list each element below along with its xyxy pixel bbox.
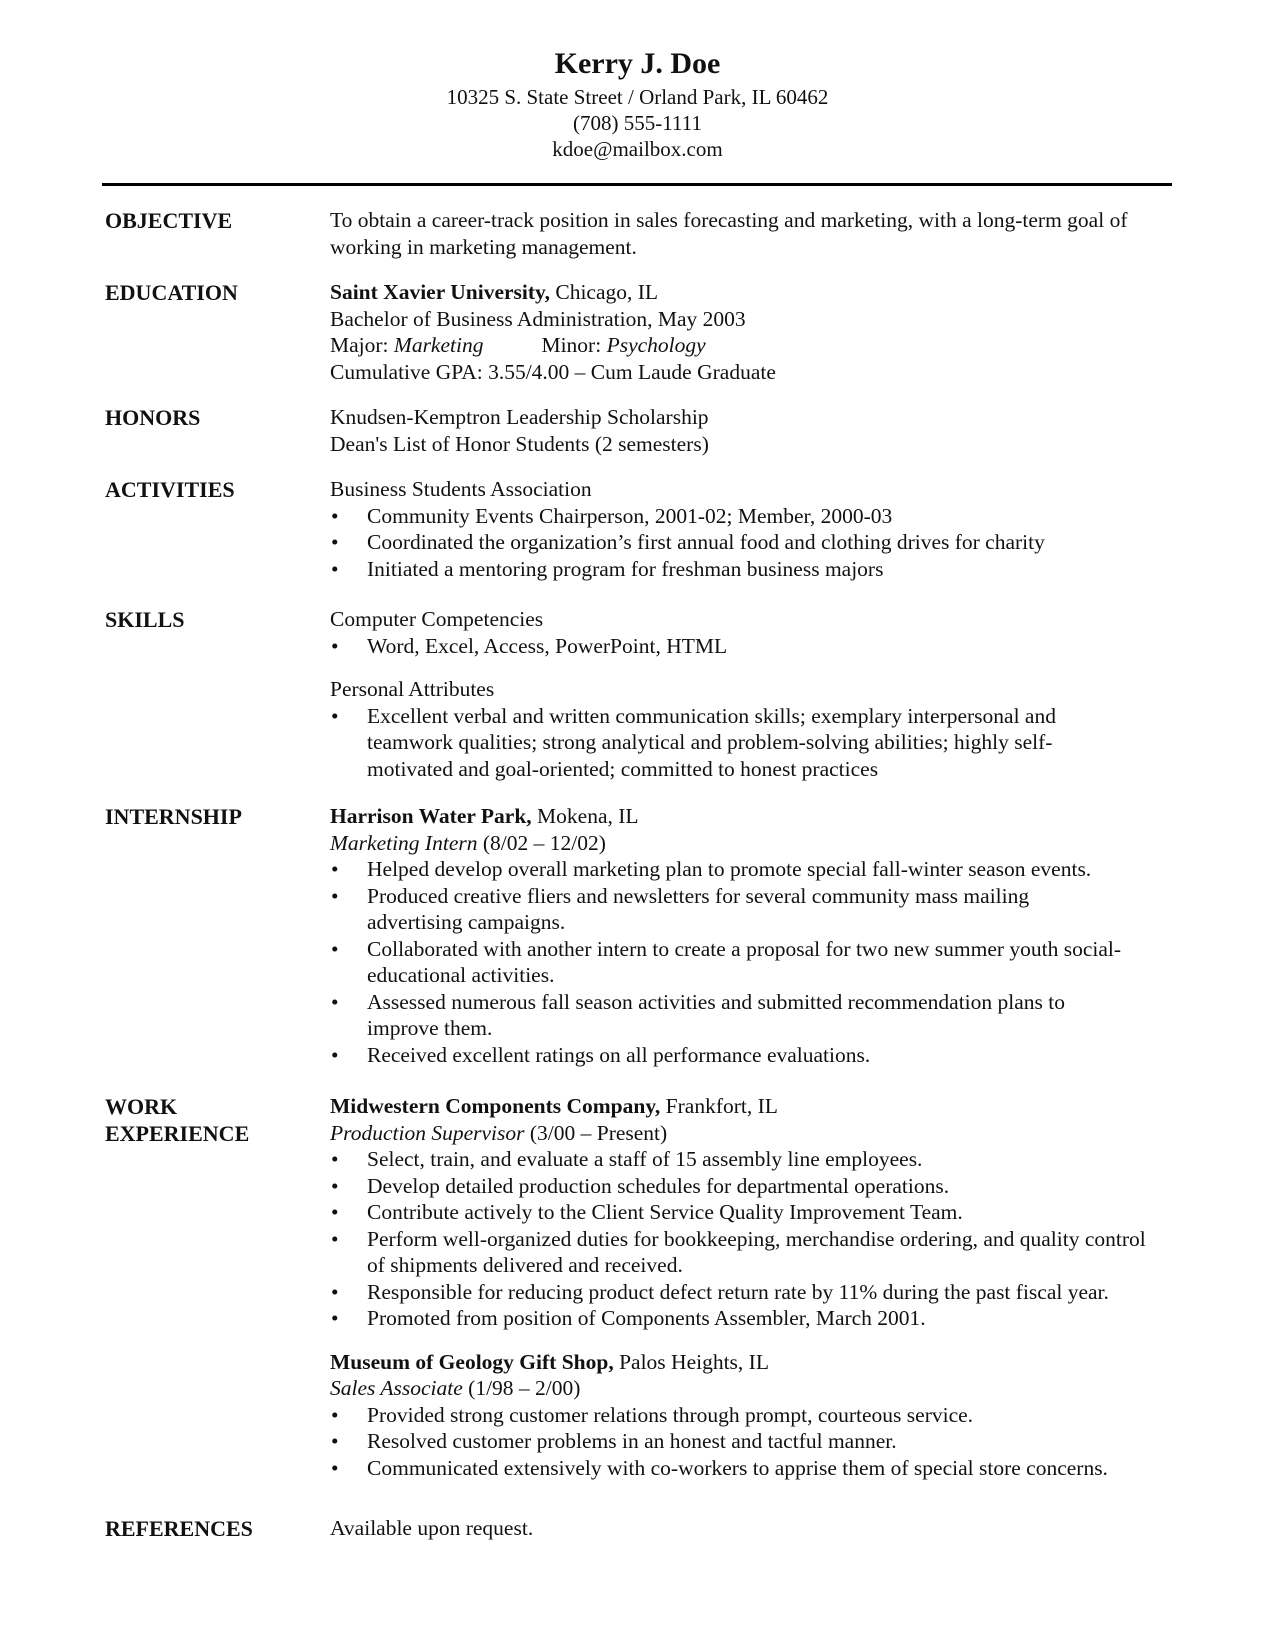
internship-bullets (330, 856, 1175, 1068)
resume-header (0, 44, 1275, 162)
section-label-internship: INTERNSHIP (105, 804, 242, 829)
job-dates: (1/98 – 2/00) (462, 1376, 581, 1400)
header-divider (102, 183, 1172, 186)
education-body (330, 279, 1175, 385)
references-text: Available upon request. (330, 1516, 534, 1540)
work-body (330, 1093, 1175, 1481)
work-label-line1: WORK (105, 1094, 178, 1119)
list-item: • Excellent verbal and written communication skills; exemplary interpersonal and teamwork qualities; strong analytical and problem-solving abilities; highly self-motivated and goal-oriented; committed to honest practices (330, 703, 1070, 783)
school-location: Chicago, IL (549, 280, 659, 304)
job-title: Sales Associate (330, 1376, 463, 1400)
objective-text: To obtain a career-track position in sales forecasting and marketing, with a long-term goal of working in marketing management. (330, 208, 1128, 259)
phone: (708) 555-1111 (573, 111, 702, 135)
list-item: • Develop detailed production schedules for departmental operations. (330, 1173, 1175, 1200)
job-title-line (330, 1375, 1175, 1402)
section-label-work (105, 1093, 315, 1147)
job-title: Production Supervisor (330, 1120, 525, 1145)
activity-bullets (330, 503, 1175, 583)
employer-location: Palos Heights, IL (613, 1349, 769, 1374)
computer-bullets (330, 633, 1175, 660)
minor-label: Minor: (541, 333, 607, 357)
section-label-honors: HONORS (105, 405, 201, 430)
section-label-objective: OBJECTIVE (105, 208, 233, 233)
list-item: • Provided strong customer relations through prompt, courteous service. (330, 1402, 1175, 1429)
personal-bullets (330, 703, 1070, 783)
work-label-line2: EXPERIENCE (105, 1121, 250, 1146)
employer-line (330, 803, 1175, 830)
section-label-education: EDUCATION (105, 280, 238, 305)
list-item: • Assessed numerous fall season activities and submitted recommendation plans to improve them. (330, 989, 1132, 1042)
job-dates: (3/00 – Present) (524, 1120, 668, 1145)
list-item: • Select, train, and evaluate a staff of 15 assembly line employees. (330, 1146, 1175, 1173)
major-minor-line (330, 332, 1175, 359)
honors-body (330, 404, 1175, 457)
major-value: Marketing (393, 333, 484, 357)
section-label-activities: ACTIVITIES (105, 477, 235, 502)
list-item: • Responsible for reducing product defect return rate by 11% during the past fiscal year. (330, 1279, 1175, 1306)
list-item: • Community Events Chairperson, 2001-02; Member, 2000-03 (330, 503, 1175, 530)
skills-body (330, 606, 1175, 782)
honor-item: Knudsen-Kemptron Leadership Scholarship (330, 405, 709, 429)
employer-location: Frankfort, IL (660, 1094, 778, 1118)
list-item: • Collaborated with another intern to create a proposal for two new summer youth social-educational activities. (330, 936, 1132, 989)
list-item: • Perform well-organized duties for bookkeeping, merchandise ordering, and quality control of shipments delivered and received. (330, 1226, 1157, 1279)
job-bullets (330, 1146, 1175, 1332)
employer-location: Mokena, IL (531, 804, 639, 828)
minor-value: Psychology (606, 333, 706, 357)
job-title-line (330, 1120, 1175, 1147)
school-line (330, 279, 1175, 306)
list-item: • Received excellent ratings on all performance evaluations. (330, 1042, 1175, 1069)
job-dates: (8/02 – 12/02) (477, 830, 606, 855)
list-item: • Initiated a mentoring program for freshman business majors (330, 556, 1175, 583)
employer-name: Harrison Water Park, (330, 804, 532, 828)
list-item: • Resolved customer problems in an honest and tactful manner. (330, 1428, 1175, 1455)
section-label-skills: SKILLS (105, 607, 185, 632)
activity-group: Business Students Association (330, 477, 592, 501)
address: 10325 S. State Street / Orland Park, IL 60462 (446, 85, 829, 109)
list-item: • Contribute actively to the Client Service Quality Improvement Team. (330, 1199, 1175, 1226)
section-label-references: REFERENCES (105, 1516, 253, 1541)
email: kdoe@mailbox.com (552, 137, 723, 161)
activities-body (330, 476, 1175, 582)
job-title: Marketing Intern (330, 830, 478, 855)
list-item: • Word, Excel, Access, PowerPoint, HTML (330, 633, 1175, 660)
honor-item: Dean's List of Honor Students (2 semesters) (330, 431, 709, 456)
internship-body (330, 803, 1175, 1068)
major-label: Major: (330, 333, 394, 357)
employer-line (330, 1093, 1175, 1120)
list-item: • Communicated extensively with co-workers to apprise them of special store concerns. (330, 1455, 1175, 1482)
computer-heading: Computer Competencies (330, 607, 544, 631)
list-item: • Coordinated the organization’s first annual food and clothing drives for charity (330, 529, 1175, 556)
employer-name: Museum of Geology Gift Shop, (330, 1349, 614, 1374)
personal-heading: Personal Attributes (330, 677, 495, 701)
candidate-name: Kerry J. Doe (554, 47, 721, 80)
job-bullets (330, 1402, 1175, 1482)
list-item: • Produced creative fliers and newsletters for several community mass mailing advertising campaigns. (330, 883, 1082, 936)
school-name: Saint Xavier University, (330, 280, 550, 304)
employer-name: Midwestern Components Company, (330, 1094, 661, 1118)
list-item: • Promoted from position of Components Assembler, March 2001. (330, 1305, 1175, 1332)
list-item: • Helped develop overall marketing plan to promote special fall-winter season events. (330, 856, 1175, 883)
degree: Bachelor of Business Administration, May 2003 (330, 306, 746, 331)
employer-line (330, 1349, 1175, 1376)
gpa: Cumulative GPA: 3.55/4.00 – Cum Laude Graduate (330, 359, 776, 384)
job-title-line (330, 830, 1175, 857)
